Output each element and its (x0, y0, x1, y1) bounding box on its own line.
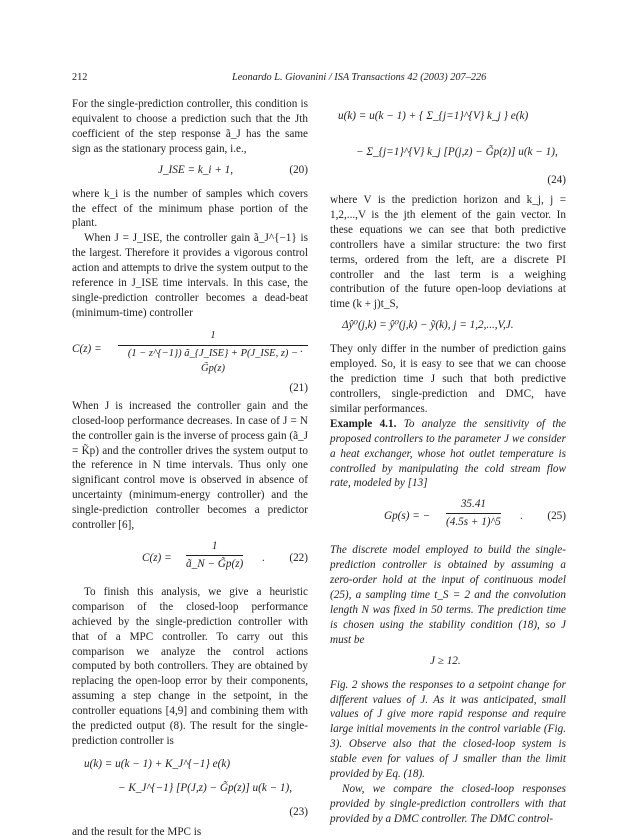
equation-number: (20) (289, 163, 308, 176)
fraction-denominator: (1 − z^{−1}) ã_{J_ISE} + P(J_ISE, z) − G̃p(z) (127, 347, 299, 374)
equation-tail: . (262, 551, 265, 564)
paragraph: Now, we compare the closed-loop responses provided by single-prediction controllers with that provided by a DMC controller. The DMC control- (330, 783, 566, 825)
paragraph: They only differ in the number of prediction gains employed. So, it is easy to see that we can choose the prediction time J such that both predictive controllers, single-prediction and DMC, have similar performances. (330, 343, 566, 415)
equation-delta (330, 318, 566, 336)
running-title: Leonardo L. Giovanini / ISA Transactions 42 (2003) 207–226 (232, 72, 487, 83)
equation-text: − Σ_{j=1}^{V} k_j [P(j,z) − G̃p(z)] u(k − 1), (356, 146, 558, 158)
fraction-numerator: 1 (118, 329, 308, 346)
paragraph: To finish this analysis, we give a heuristic comparison of the closed-loop performance achieved by the single-prediction controller with that of a MPC controller. To carry out this comparison we analyze the control actions computed by both controllers. They are obtained by replacing the open-loop error by their components, assuming a step change in the setpoint, in the controller equations [4,9] and combining them with the predicted output (8). The result for the single-prediction controller is (72, 585, 308, 747)
equation-text: − K_J^{−1} [P(J,z) − G̃p(z)] u(k − 1), (118, 781, 293, 794)
page-number: 212 (72, 72, 88, 83)
equation-23-line2 (72, 781, 308, 799)
fraction-denominator: ã_N − G̃p(z) (186, 557, 244, 570)
equation-22 (72, 539, 308, 579)
equation-24-line2 (330, 141, 566, 167)
equation-number: (23) (289, 805, 308, 818)
paragraph: When J = J_ISE, the controller gain ã_J^{−1} is the largest. Therefore it provides a vigorous control action and attempts to drive the system output to the reference in J_ISE time intervals. In this case, the single-prediction controller becomes a dead-beat (minimum-time) controller (72, 232, 308, 319)
equation-tail: . (300, 342, 303, 355)
paragraph: The discrete model employed to build the single-prediction controller is obtained by assuming a zero-order hold at the input of continuous model (25), a sampling time t_S = 2 and the convolution length N was fixed in 50 terms. The prediction time is chosen using the stability condition (18), so J must be (330, 544, 566, 646)
equation-20 (72, 163, 308, 181)
example-text: To analyze the sensitivity of the proposed controllers to the parameter J we consider a heat exchanger, whose hot outlet temperature is controlled by manipulating the cold stream flow rate, modeled by [13] (330, 417, 567, 490)
equation-text: J_ISE = k_i + 1, (158, 163, 234, 176)
equation-text: u(k) = u(k − 1) + K_J^{−1} e(k) (84, 757, 231, 770)
paragraph: and the result for the MPC is (72, 825, 202, 838)
equation-tail: . (520, 510, 523, 523)
paragraph: where k_i is the number of samples which covers the effect of the minimum phase portion of the plant. (72, 187, 308, 230)
equation-lhs: C(z) = (142, 551, 172, 564)
equation-lhs: C(z) = (72, 342, 102, 355)
equation-number: (25) (547, 510, 566, 523)
equation-j-bound (330, 654, 566, 672)
equation-number: (24) (547, 174, 566, 186)
paragraph: When J is increased the controller gain and the closed-loop performance decreases. In case of J = N the controller gain is the inverse of process gain (ã_J = K̃p) and the controller drives the system output to the reference in N time intervals. Thus only one significant control move is observed in absence of uncertainty (minimum-energy controller) and the single-prediction controller becomes a predictor controller [6], (72, 399, 308, 532)
equation-21 (72, 327, 308, 375)
equation-text: J ≥ 12. (430, 654, 461, 667)
fraction-denominator: (4.5s + 1)^5 (446, 516, 501, 529)
paragraph: where V is the prediction horizon and k_j, j = 1,2,...,V is the jth element of the gain vector. In these equations we can see that both predictive controllers have a similar structure: the two first terms, ordered from the left, are a discrete PI controller and the last term is a weighing contribution of the future open-loop deviations at time (k + j)t_S, (330, 194, 566, 311)
example-paragraph (330, 417, 566, 492)
equation-text: u(k) = u(k − 1) + { Σ_{j=1}^{V} k_j } e(k) (338, 110, 529, 122)
fraction-numerator: 1 (186, 539, 243, 556)
equation-fraction (186, 539, 243, 572)
right-column (330, 97, 566, 827)
equation-number: (22) (289, 551, 308, 564)
equation-23-line1 (72, 757, 308, 775)
equation-24-line1 (330, 101, 566, 135)
equation-number: (21) (289, 381, 308, 394)
fraction-numerator: 35.41 (446, 497, 501, 514)
equation-25 (330, 497, 566, 537)
left-column (72, 97, 308, 840)
equation-text: Δŷ⁰(j,k) = ŷ⁰(j,k) − ỹ(k), j = 1,2,...,V,J. (342, 319, 514, 332)
page-header (72, 72, 566, 88)
paragraph: For the single-prediction controller, this condition is equivalent to choose a prediction such that the Jth coefficient of the step response ã_J has the same sign as the stationary process gain, i.e., (72, 98, 308, 155)
equation-lhs: Gp(s) = − (384, 510, 431, 523)
example-label: Example 4.1. (330, 417, 397, 430)
equation-fraction (446, 497, 501, 530)
equation-fraction (118, 329, 308, 377)
paragraph: Fig. 2 shows the responses to a setpoint change for different values of J. As it was anticipated, small values of J give more rapid response and require large initial movements in the control variable (Fig. 3). Observe also that the closed-loop system is stable even for values of J smaller than the limit provided by Eq. (18). (330, 678, 566, 781)
